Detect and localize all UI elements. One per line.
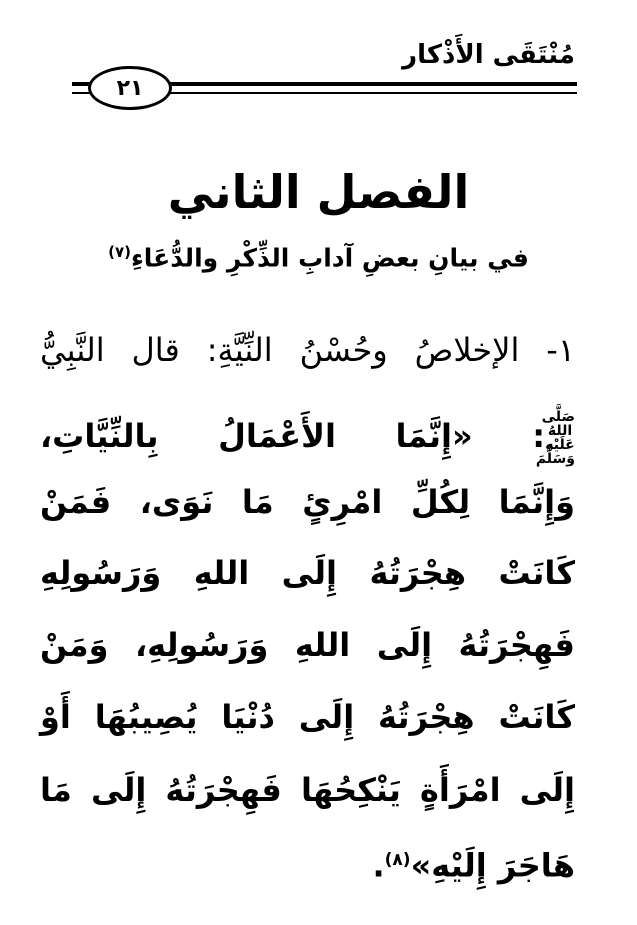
page-number: ٢١: [88, 66, 172, 110]
body-line-8-text: هَاجَرَ إِلَيْهِ»: [410, 846, 575, 885]
body-line-1: ١- الإخلاصُ وحُسْنُ النِّيَّةِ: قال النَّبِيُّ: [40, 331, 575, 369]
running-header-title: مُنْتَقَى الأَذْكار: [402, 40, 575, 70]
body-line-3: وَإِنَّمَا لِكُلِّ امْرِئٍ مَا نَوَى، فَمَنْ: [40, 483, 575, 521]
body-line-2: [40, 410, 575, 466]
chapter-title: الفصل الثاني: [167, 165, 470, 219]
body-line-8-end: .: [372, 846, 385, 885]
body-line-6: كَانَتْ هِجْرَتُهُ إِلَى دُنْيَا يُصِيبُهَا أَوْ: [40, 698, 575, 736]
body-line-7: إِلَى امْرَأَةٍ يَنْكِحُهَا فَهِجْرَتُهُ إِلَى مَا: [40, 771, 575, 809]
body-line-8: [40, 840, 575, 886]
chapter-subtitle: [0, 243, 637, 272]
body-line-2-text: : «إِنَّمَا الأَعْمَالُ بِالنِّيَّاتِ،: [40, 417, 545, 455]
salawat-symbol: صَلَّى اللهُ عَلَيْهِ وَسَلَّمَ: [535, 409, 575, 467]
footnote-marker: (٧): [108, 243, 131, 261]
chapter-subtitle-text: في بيانِ بعضِ آدابِ الذِّكْرِ والدُّعَاءِ: [131, 243, 529, 273]
body-line-5: فَهِجْرَتُهُ إِلَى اللهِ وَرَسُولِهِ، وَمَنْ: [40, 626, 575, 664]
body-line-4: كَانَتْ هِجْرَتُهُ إِلَى اللهِ وَرَسُولِهِ: [40, 554, 575, 592]
footnote-marker: (٨): [384, 850, 411, 870]
